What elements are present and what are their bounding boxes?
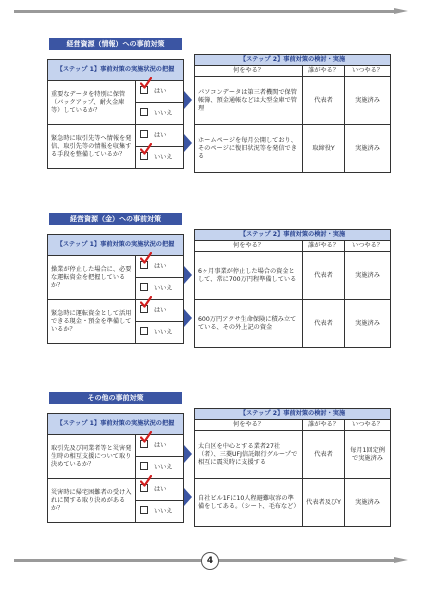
measure-when: 実施済み [345,77,391,125]
measure-row [195,479,391,527]
measure-row [195,77,391,125]
checkmark-icon [140,77,152,89]
measure-who: 代表者及びY [303,479,345,527]
checkmark-icon [140,475,152,487]
measure-what: 6ヶ月事業が停止した場合の資金として、常に700万円程準備している [195,252,303,300]
section-title: その他の事前対策 [49,392,182,404]
measure-when: 実施済み [345,479,391,527]
checkbox[interactable] [140,283,148,291]
column-what: 何をやる？ [195,66,303,77]
measure-who: 代表者 [303,252,345,300]
arrow-right-icon [184,91,192,109]
option-no[interactable] [136,501,184,523]
question-cell: 重要なデータを特別に保管（バックアップ、耐火金庫等）しているか？ [48,81,136,125]
measure-when: 毎月1回定例で実施済み [345,431,391,479]
checkmark-icon [140,143,152,155]
option-label: いいえ [154,329,173,336]
question-cell: 災害時に帰宅困難者の受け入れに関する取り決めがあるか？ [48,479,136,523]
option-no[interactable] [136,103,184,125]
measure-who: 代表者 [303,431,345,479]
question-cell: 操業が停止した場合に、必要な運転資金を把握しているか？ [48,256,136,300]
section-title: 経営資源（情報）への事前対策 [49,38,182,50]
column-who: 誰がやる？ [303,66,345,77]
column-when: いつやる？ [345,66,391,77]
step1-table [47,413,184,523]
arrow-right-icon [184,309,192,327]
option-yes[interactable] [136,435,184,457]
question-cell: 緊急時に運転資金として活用できる現金・預金を準備しているか？ [48,300,136,344]
column-what: 何をやる？ [195,241,303,252]
option-label: いいえ [154,464,173,471]
option-label: いいえ [154,154,173,161]
column-when: いつやる？ [345,420,391,431]
step2-table [194,408,391,527]
checkbox[interactable] [140,130,148,138]
arrow-right-icon [184,266,192,284]
section-title: 経営資源（金）への事前対策 [49,213,182,225]
measure-row [195,300,391,348]
option-label: いいえ [154,285,173,292]
top-decorative-bar [14,8,408,15]
measure-when: 実施済み [345,252,391,300]
option-label: いいえ [154,110,173,117]
step1-header: 【ステップ 1】事前対策の実施状況の把握 [48,60,184,81]
question-cell: 緊急時に取引先等へ情報を発信、取引先等の情報を収集する手段を整備しているか？ [48,125,136,169]
checkmark-icon [140,296,152,308]
checkbox[interactable] [140,462,148,470]
option-label: はい [154,442,167,449]
measure-row [195,252,391,300]
column-who: 誰がやる？ [303,420,345,431]
arrow-right-icon [184,134,192,152]
step1-table [47,234,184,344]
column-when: いつやる？ [345,241,391,252]
option-yes[interactable] [136,300,184,322]
measure-what: 自社ビル1Fに10人程避難収容の準備をしてある。（シート、毛布など） [195,479,303,527]
option-label: はい [154,307,167,314]
step2-table [194,229,391,348]
checkbox[interactable] [140,506,148,514]
checkbox[interactable] [140,327,148,335]
checkmark-icon [140,252,152,264]
checkmark-icon [140,431,152,443]
option-label: はい [154,486,167,493]
step2-header: 【ステップ 2】事前対策の検討・実施 [195,230,391,241]
option-label: はい [154,263,167,270]
measure-row [195,431,391,479]
option-no[interactable] [136,322,184,344]
step1-header: 【ステップ 1】事前対策の実施状況の把握 [48,235,184,256]
measure-when: 実施済み [345,300,391,348]
question-cell: 取引先及び同業者等と災害発生時の相互支援について取り決めているか？ [48,435,136,479]
measure-what: 600万円アクサ生命保険に積み立てている、その外上記の資金 [195,300,303,348]
step2-table [194,54,391,173]
step1-header: 【ステップ 1】事前対策の実施状況の把握 [48,414,184,435]
measure-who: 代表者 [303,300,345,348]
measure-what: 太白区を中心とする業者27社（者）、三菱UFJ信託銀行グループで相互に震災時に支援する [195,431,303,479]
arrow-right-icon [184,488,192,506]
option-yes[interactable] [136,81,184,103]
option-label: はい [154,132,167,139]
measure-what: パソコンデータは第三者機関で保管 帳簿、預金通帳などは大型金庫で管理 [195,77,303,125]
option-yes[interactable] [136,256,184,278]
option-yes[interactable] [136,479,184,501]
measure-when: 実施済み [345,125,391,173]
page-number: 4 [201,552,219,570]
option-label: はい [154,88,167,95]
measure-row [195,125,391,173]
option-label: いいえ [154,508,173,515]
measure-who: 取締役Y [303,125,345,173]
step2-header: 【ステップ 2】事前対策の検討・実施 [195,55,391,66]
measure-who: 代表者 [303,77,345,125]
checkbox[interactable] [140,108,148,116]
step2-header: 【ステップ 2】事前対策の検討・実施 [195,409,391,420]
column-what: 何をやる？ [195,420,303,431]
measure-what: ホームページを毎月公開しており、そのページに復旧状況等を発信できる [195,125,303,173]
arrow-right-icon [184,445,192,463]
column-who: 誰がやる？ [303,241,345,252]
step1-table [47,59,184,169]
option-no[interactable] [136,147,184,169]
